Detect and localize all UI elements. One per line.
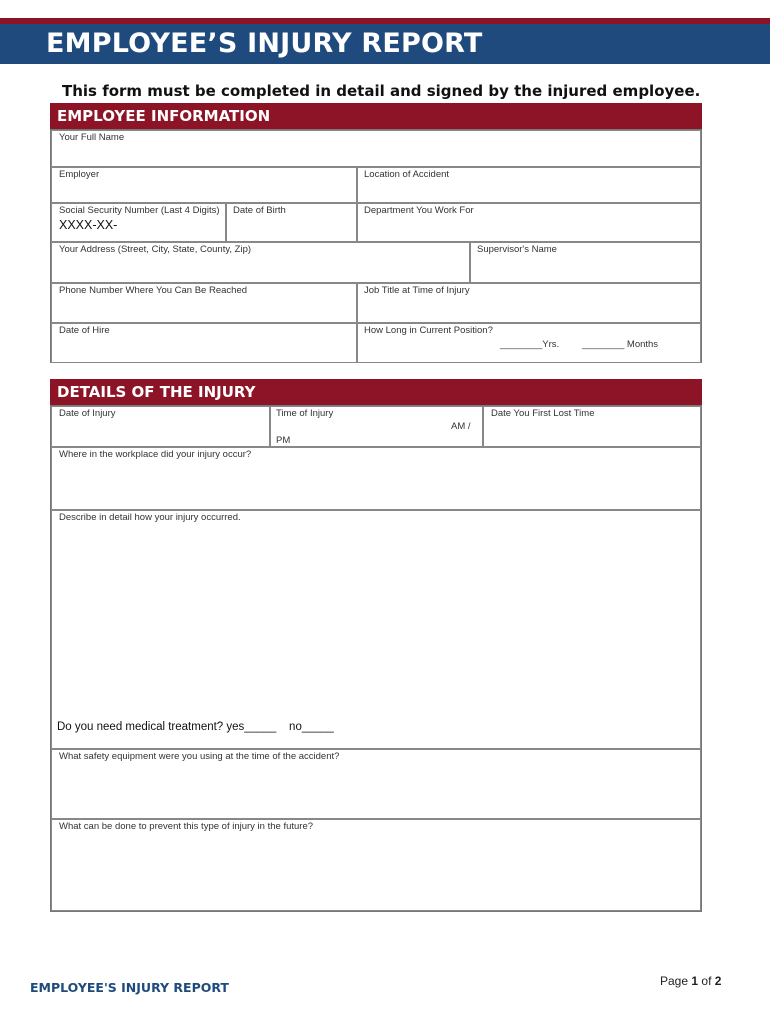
date-injury-label: Date of Injury xyxy=(59,408,116,419)
phone-field[interactable] xyxy=(51,283,357,323)
employer-label: Employer xyxy=(59,169,100,180)
prevention-label: What can be done to prevent this type of injury in the future? xyxy=(59,821,314,832)
form-instruction: This form must be completed in detail and signed by the injured employee. xyxy=(62,82,701,100)
department-field[interactable] xyxy=(357,203,701,242)
years-blank: ________Yrs. xyxy=(500,339,560,350)
date-lost-label: Date You First Lost Time xyxy=(491,408,595,419)
full-name-field[interactable] xyxy=(51,130,701,167)
months-blank: ________ Months xyxy=(582,339,659,350)
page-total: 2 xyxy=(714,974,722,988)
injury-location-label: Where in the workplace did your injury occur? xyxy=(59,449,252,460)
supervisor-field[interactable] xyxy=(470,242,701,283)
header-bar xyxy=(0,18,770,64)
employee-info-table xyxy=(50,129,702,363)
address-field[interactable] xyxy=(51,242,470,283)
ssn-value: XXXX-XX- xyxy=(59,218,118,232)
date-lost-field[interactable] xyxy=(483,406,701,447)
department-label: Department You Work For xyxy=(364,205,474,216)
employee-info-heading: EMPLOYEE INFORMATION xyxy=(50,103,702,129)
injury-details-heading: DETAILS OF THE INJURY xyxy=(50,379,702,405)
page-prefix: Page xyxy=(660,974,689,988)
page-current: 1 xyxy=(691,974,699,988)
date-hire-label: Date of Hire xyxy=(59,325,110,336)
how-long-label: How Long in Current Position? xyxy=(364,325,493,336)
ssn-label: Social Security Number (Last 4 Digits) xyxy=(59,205,220,216)
how-long-field[interactable] xyxy=(357,323,701,363)
safety-equipment-field[interactable] xyxy=(51,749,701,819)
pm-label: PM xyxy=(276,435,291,446)
address-label: Your Address (Street, City, State, County, Zip) xyxy=(59,244,252,255)
employer-field[interactable] xyxy=(51,167,357,203)
injury-details-table xyxy=(50,405,702,912)
date-injury-field[interactable] xyxy=(51,406,270,447)
date-hire-field[interactable] xyxy=(51,323,357,363)
footer-title: EMPLOYEE'S INJURY REPORT xyxy=(30,980,229,995)
job-title-field[interactable] xyxy=(357,283,701,323)
page-number xyxy=(660,974,721,988)
location-label: Location of Accident xyxy=(364,169,450,180)
safety-equipment-label: What safety equipment were you using at the time of the accident? xyxy=(59,751,340,762)
full-name-label: Your Full Name xyxy=(59,132,125,143)
am-label: AM / xyxy=(451,421,471,432)
dob-field[interactable] xyxy=(226,203,357,242)
ssn-field[interactable] xyxy=(51,203,226,242)
time-injury-label: Time of Injury xyxy=(276,408,334,419)
injury-description-field[interactable] xyxy=(51,510,701,749)
time-injury-field[interactable] xyxy=(270,406,483,447)
prevention-field[interactable] xyxy=(51,819,701,911)
medical-treatment-question: Do you need medical treatment? yes_____ no_____ xyxy=(57,721,334,733)
location-field[interactable] xyxy=(357,167,701,203)
injury-description-label: Describe in detail how your injury occurred. xyxy=(59,512,241,523)
job-title-label: Job Title at Time of Injury xyxy=(364,285,470,296)
page-of: of xyxy=(701,974,712,988)
dob-label: Date of Birth xyxy=(233,205,286,216)
phone-label: Phone Number Where You Can Be Reached xyxy=(59,285,248,296)
page-title: EMPLOYEE’S INJURY REPORT xyxy=(46,28,483,59)
supervisor-label: Supervisor's Name xyxy=(477,244,557,255)
injury-location-field[interactable] xyxy=(51,447,701,510)
